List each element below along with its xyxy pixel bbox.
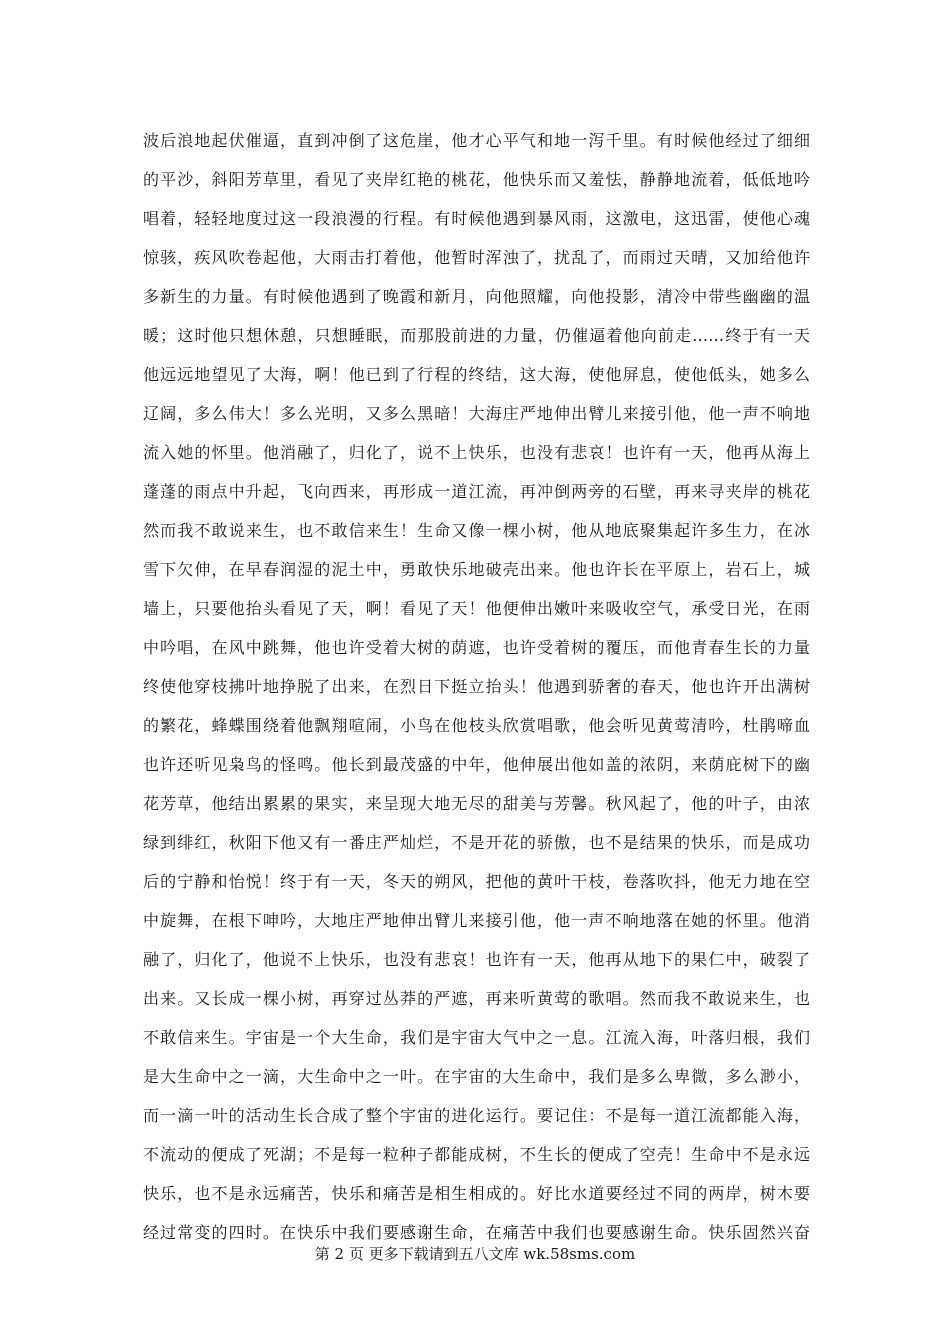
body-line: 终使他穿枝拂叶地挣脱了出来，在烈日下挺立抬头！他遇到骄奢的春天，他也许开出满树 [143, 677, 810, 696]
body-line: 波后浪地起伏催逼，直到冲倒了这危崖，他才心平气和地一泻千里。有时候他经过了细细 [143, 131, 810, 150]
body-line: 流入她的怀里。他消融了，归化了，说不上快乐，也没有悲哀！也许有一天，他再从海上 [143, 443, 810, 462]
body-line: 不敢信来生。宇宙是一个大生命，我们是宇宙大气中之一息。江流入海，叶落归根，我们 [143, 1028, 810, 1047]
body-line: 经过常变的四时。在快乐中我们要感谢生命，在痛苦中我们也要感谢生命。快乐固然兴奋 [143, 1223, 810, 1242]
body-line: 也许还听见枭鸟的怪鸣。他长到最茂盛的中年，他伸展出他如盖的浓阴，来荫庇树下的幽 [143, 755, 810, 774]
body-line: 不流动的便成了死湖；不是每一粒种子都能成树，不生长的便成了空壳！生命中不是永远 [143, 1145, 810, 1164]
body-line: 辽阔，多么伟大！多么光明，又多么黑暗！大海庄严地伸出臂儿来接引他，他一声不响地 [143, 404, 810, 423]
body-line: 是大生命中之一滴，大生命中之一叶。在宇宙的大生命中，我们是多么卑微，多么渺小， [143, 1067, 810, 1086]
body-line: 花芳草，他结出累累的果实，来呈现大地无尽的甜美与芳馨。秋风起了，他的叶子，由浓 [143, 794, 810, 813]
body-line: 惊骇，疾风吹卷起他，大雨击打着他，他暂时浑浊了，扰乱了，而雨过天晴，又加给他许 [143, 248, 810, 267]
page-footer: 第 2 页 更多下载请到五八文库 wk.58sms.com [314, 1245, 636, 1263]
body-line: 然而我不敢说来生，也不敢信来生！生命又像一棵小树，他从地底聚集起许多生力，在冰 [143, 521, 810, 540]
body-line: 融了，归化了，他说不上快乐，也没有悲哀！也许有一天，他再从地下的果仁中，破裂了 [143, 950, 810, 969]
body-line: 绿到绯红，秋阳下他又有一番庄严灿烂，不是开花的骄傲，也不是结果的快乐，而是成功 [143, 833, 810, 852]
body-line: 的繁花，蜂蝶围绕着他飘翔喧闹，小鸟在他枝头欣赏唱歌，他会听见黄莺清吟，杜鹃啼血 [143, 716, 810, 735]
body-line: 墙上，只要他抬头看见了天，啊！看见了天！他便伸出嫩叶来吸收空气，承受日光，在雨 [143, 599, 810, 618]
body-line: 雪下欠伸，在早春润湿的泥土中，勇敢快乐地破壳出来。他也许长在平原上，岩石上，城 [143, 560, 810, 579]
body-line: 他远远地望见了大海，啊！他已到了行程的终结，这大海，使他屏息，使他低头，她多么 [143, 365, 810, 384]
body-line: 的平沙，斜阳芳草里，看见了夹岸红艳的桃花，他快乐而又羞怯，静静地流着，低低地吟 [143, 170, 810, 189]
body-line: 而一滴一叶的活动生长合成了整个宇宙的进化运行。要记住：不是每一道江流都能入海， [143, 1106, 810, 1125]
body-line: 中旋舞，在根下呻吟，大地庄严地伸出臂儿来接引他，他一声不响地落在她的怀里。他消 [143, 911, 810, 930]
body-text [143, 121, 810, 1252]
body-line: 蓬蓬的雨点中升起，飞向西来，再形成一道江流，再冲倒两旁的石壁，再来寻夹岸的桃花 [143, 482, 810, 501]
body-line: 唱着，轻轻地度过这一段浪漫的行程。有时候他遇到暴风雨，这激电，这迅雷，使他心魂 [143, 209, 810, 228]
body-line: 中吟唱，在风中跳舞，他也许受着大树的荫遮，也许受着树的覆压，而他青春生长的力量 [143, 638, 810, 657]
body-line: 暖；这时他只想休憩，只想睡眠，而那股前进的力量，仍催逼着他向前走……终于有一天 [143, 326, 810, 345]
body-line: 多新生的力量。有时候他遇到了晚霞和新月，向他照耀，向他投影，清冷中带些幽幽的温 [143, 287, 810, 306]
body-line: 后的宁静和怡悦！终于有一天，冬天的朔风，把他的黄叶干枝，卷落吹抖，他无力地在空 [143, 872, 810, 891]
body-line: 出来。又长成一棵小树，再穿过丛莽的严遮，再来听黄莺的歌唱。然而我不敢说来生，也 [143, 989, 810, 1008]
body-line: 快乐，也不是永远痛苦，快乐和痛苦是相生相成的。好比水道要经过不同的两岸，树木要 [143, 1184, 810, 1203]
